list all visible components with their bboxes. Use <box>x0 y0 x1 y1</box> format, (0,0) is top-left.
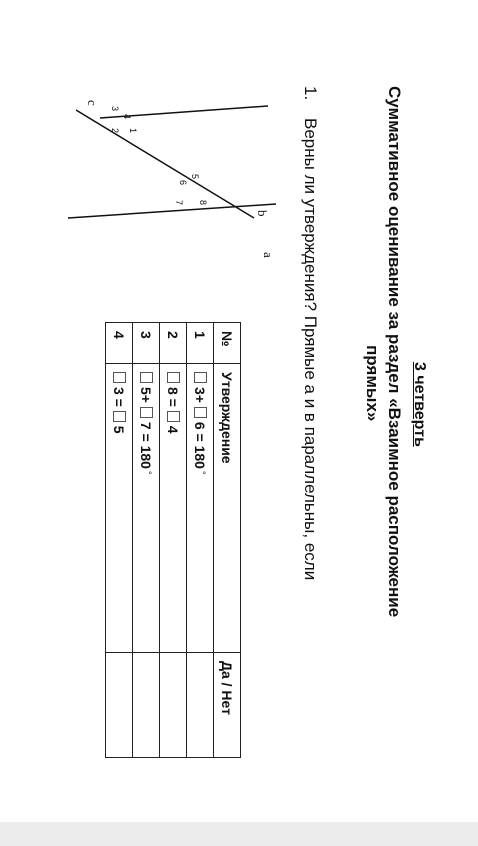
angle-label-6: 6 <box>178 180 188 186</box>
angle-symbol-icon <box>140 407 153 418</box>
angle-label-4: 4 <box>122 114 132 120</box>
row-statement: 3 = 5 <box>106 364 133 653</box>
assessment-title-line-1: Суммативное оценивание за раздел «Взаимное расположение <box>385 86 404 618</box>
question-text: Верны ли утверждения? Прямые а и в параллельны, если <box>301 118 320 581</box>
angle-symbol-icon <box>140 372 153 383</box>
header-statement: Утверждение <box>214 364 241 653</box>
header-answer: Да / Нет <box>214 653 241 758</box>
quarter-heading: 3 четверть <box>411 362 428 447</box>
angle-symbol-icon <box>167 372 180 383</box>
angle-symbol-icon <box>194 372 207 383</box>
answer-cell[interactable] <box>187 653 214 758</box>
row-number: 3 <box>133 323 160 364</box>
row-statement: 8 = 4 <box>160 364 187 653</box>
angle-label-5: 5 <box>190 174 200 180</box>
label-line-a: a <box>261 252 276 258</box>
angle-label-1: 1 <box>128 128 138 134</box>
header-number: № <box>214 323 241 364</box>
answer-cell[interactable] <box>133 653 160 758</box>
table-row <box>187 323 214 758</box>
row-statement: 5+ 7 = 180° <box>133 364 160 653</box>
angle-label-3: 3 <box>110 106 120 112</box>
angle-label-7: 7 <box>174 200 184 206</box>
angle-symbol-icon <box>113 411 126 422</box>
table-row <box>133 323 160 758</box>
assessment-title-line-2: прямых» <box>363 345 382 422</box>
row-number: 4 <box>106 323 133 364</box>
line-c <box>76 110 254 218</box>
label-line-c: c <box>85 100 100 106</box>
angle-label-8: 8 <box>198 200 208 206</box>
question-number: 1. <box>301 86 320 101</box>
table-row <box>160 323 187 758</box>
angle-symbol-icon <box>194 407 207 418</box>
statements-table <box>105 322 241 758</box>
row-statement: 3+ 6 = 180° <box>187 364 214 653</box>
angle-label-2: 2 <box>110 128 120 134</box>
line-b <box>68 204 276 218</box>
label-line-b: b <box>255 210 270 217</box>
row-number: 2 <box>160 323 187 364</box>
table-header-row <box>214 323 241 758</box>
table-row <box>106 323 133 758</box>
angle-symbol-icon <box>167 411 180 422</box>
answer-cell[interactable] <box>106 653 133 758</box>
angle-symbol-icon <box>113 372 126 383</box>
row-number: 1 <box>187 323 214 364</box>
parallel-lines-diagram <box>68 40 288 300</box>
answer-cell[interactable] <box>160 653 187 758</box>
